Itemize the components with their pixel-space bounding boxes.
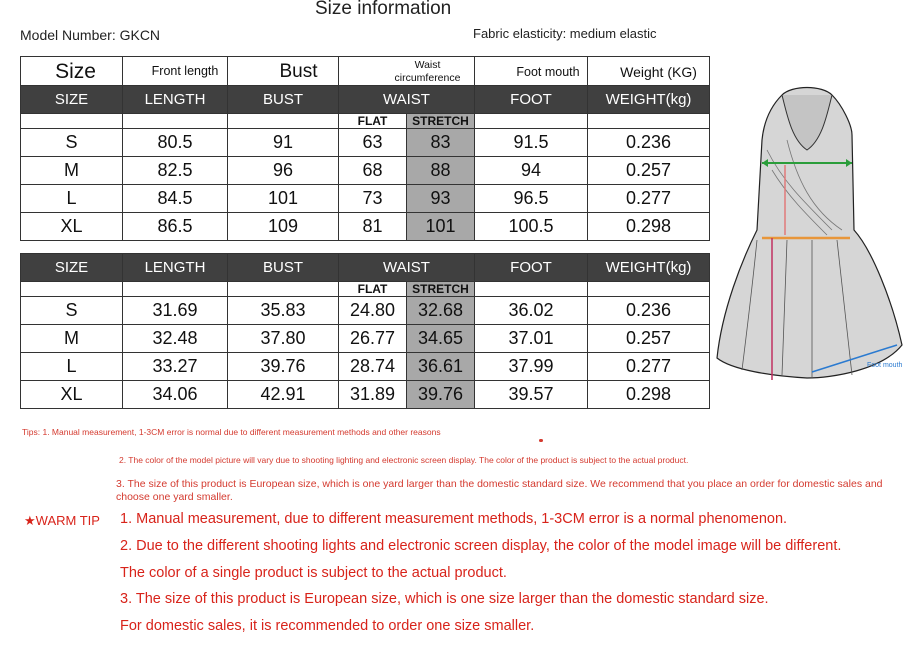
cell-foot: 100.5 [475, 213, 588, 241]
cell-size: XL [21, 381, 123, 409]
table-row [21, 157, 710, 185]
cell-stretch: 34.65 [407, 325, 475, 353]
tip-1: Tips: 1. Manual measurement, 1-3CM error is normal due to different measurement methods and other reasons [22, 427, 441, 437]
cell-flat: 26.77 [339, 325, 407, 353]
col-foot: FOOT [475, 254, 588, 282]
tip-2: 2. The color of the model picture will vary due to shooting lighting and electronic screen display. The color of the product is subject to the actual product. [119, 455, 689, 465]
col-waist: WAIST [339, 86, 475, 114]
cell-weight: 0.236 [588, 129, 710, 157]
waist-stretch-label: STRETCH [407, 282, 475, 297]
warm-tip-line-3: The color of a single product is subject to the actual product. [120, 565, 507, 581]
cell-bust: 35.83 [228, 297, 339, 325]
cell-foot: 96.5 [475, 185, 588, 213]
col-size: SIZE [21, 254, 123, 282]
table-row [21, 213, 710, 241]
cell-flat: 63 [339, 129, 407, 157]
col-waist: WAIST [339, 254, 475, 282]
cell-length: 86.5 [123, 213, 228, 241]
cell-stretch: 101 [407, 213, 475, 241]
waist-stretch-label: STRETCH [407, 114, 475, 129]
warm-tip-line-1: 1. Manual measurement, due to different measurement methods, 1-3CM error is a normal phenomenon. [120, 511, 788, 527]
cell-size: XL [21, 213, 123, 241]
table-row [21, 325, 710, 353]
caption-size: Size [21, 57, 123, 87]
size-table-inch [20, 253, 710, 409]
caption-table [20, 56, 710, 87]
foot-mouth-label: Foot mouth [867, 362, 903, 369]
cell-bust: 42.91 [228, 381, 339, 409]
page-title: Size information [315, 0, 452, 19]
table-row [21, 353, 710, 381]
caption-front-length: Front length [123, 57, 228, 87]
cell-size: M [21, 157, 123, 185]
col-bust: BUST [228, 254, 339, 282]
cell-flat: 31.89 [339, 381, 407, 409]
cell-length: 84.5 [123, 185, 228, 213]
star-icon: ★ [24, 513, 36, 528]
cell-stretch: 32.68 [407, 297, 475, 325]
cell-bust: 37.80 [228, 325, 339, 353]
col-length: LENGTH [123, 254, 228, 282]
cell-length: 82.5 [123, 157, 228, 185]
caption-weight: Weight (KG) [588, 57, 710, 87]
cell-bust: 109 [228, 213, 339, 241]
cell-stretch: 88 [407, 157, 475, 185]
cell-foot: 37.01 [475, 325, 588, 353]
cell-flat: 73 [339, 185, 407, 213]
cell-stretch: 93 [407, 185, 475, 213]
dress-sketch [717, 88, 902, 379]
col-size: SIZE [21, 86, 123, 114]
cell-size: S [21, 129, 123, 157]
table-row [21, 129, 710, 157]
cell-stretch: 83 [407, 129, 475, 157]
size-table-cm [20, 85, 710, 241]
col-weight: WEIGHT(kg) [588, 254, 710, 282]
warm-tip-line-4: 3. The size of this product is European size, which is one size larger than the domestic standard size. [120, 591, 769, 607]
tip-3: 3. The size of this product is European size, which is one yard larger than the domestic standard size. We recommend that you place an order for domestic sales and choose one yard smaller. [116, 478, 883, 503]
cell-size: L [21, 185, 123, 213]
cell-foot: 36.02 [475, 297, 588, 325]
cell-bust: 91 [228, 129, 339, 157]
cell-weight: 0.277 [588, 353, 710, 381]
cell-stretch: 39.76 [407, 381, 475, 409]
cell-weight: 0.298 [588, 381, 710, 409]
waist-flat-label: FLAT [339, 282, 407, 297]
col-bust: BUST [228, 86, 339, 114]
garment-illustration [712, 80, 905, 380]
cell-flat: 24.80 [339, 297, 407, 325]
cell-foot: 39.57 [475, 381, 588, 409]
col-foot: FOOT [475, 86, 588, 114]
cell-bust: 96 [228, 157, 339, 185]
model-number: Model Number: GKCN [20, 27, 161, 43]
cell-stretch: 36.61 [407, 353, 475, 381]
table-row [21, 185, 710, 213]
cell-flat: 68 [339, 157, 407, 185]
cell-length: 34.06 [123, 381, 228, 409]
red-dot [539, 439, 543, 442]
cell-flat: 28.74 [339, 353, 407, 381]
cell-foot: 94 [475, 157, 588, 185]
table-row [21, 297, 710, 325]
cell-weight: 0.298 [588, 213, 710, 241]
cell-weight: 0.277 [588, 185, 710, 213]
col-weight: WEIGHT(kg) [588, 86, 710, 114]
cell-weight: 0.236 [588, 297, 710, 325]
table-row [21, 381, 710, 409]
cell-flat: 81 [339, 213, 407, 241]
cell-length: 31.69 [123, 297, 228, 325]
warm-tip-line-5: For domestic sales, it is recommended to order one size smaller. [120, 618, 535, 634]
cell-bust: 101 [228, 185, 339, 213]
caption-waist: Waist circumference [339, 57, 475, 87]
fabric-elasticity: Fabric elasticity: medium elastic [473, 26, 657, 41]
warm-tip-line-2: 2. Due to the different shooting lights and electronic screen display, the color of the model image will be different. [120, 538, 842, 554]
cell-weight: 0.257 [588, 325, 710, 353]
cell-size: S [21, 297, 123, 325]
cell-foot: 91.5 [475, 129, 588, 157]
warm-tip-label: ★WARM TIP [24, 513, 100, 528]
caption-foot-mouth: Foot mouth [475, 57, 588, 87]
cell-foot: 37.99 [475, 353, 588, 381]
cell-length: 80.5 [123, 129, 228, 157]
cell-weight: 0.257 [588, 157, 710, 185]
cell-length: 32.48 [123, 325, 228, 353]
caption-bust: Bust [228, 57, 339, 87]
cell-size: M [21, 325, 123, 353]
cell-bust: 39.76 [228, 353, 339, 381]
cell-length: 33.27 [123, 353, 228, 381]
cell-size: L [21, 353, 123, 381]
waist-flat-label: FLAT [339, 114, 407, 129]
col-length: LENGTH [123, 86, 228, 114]
